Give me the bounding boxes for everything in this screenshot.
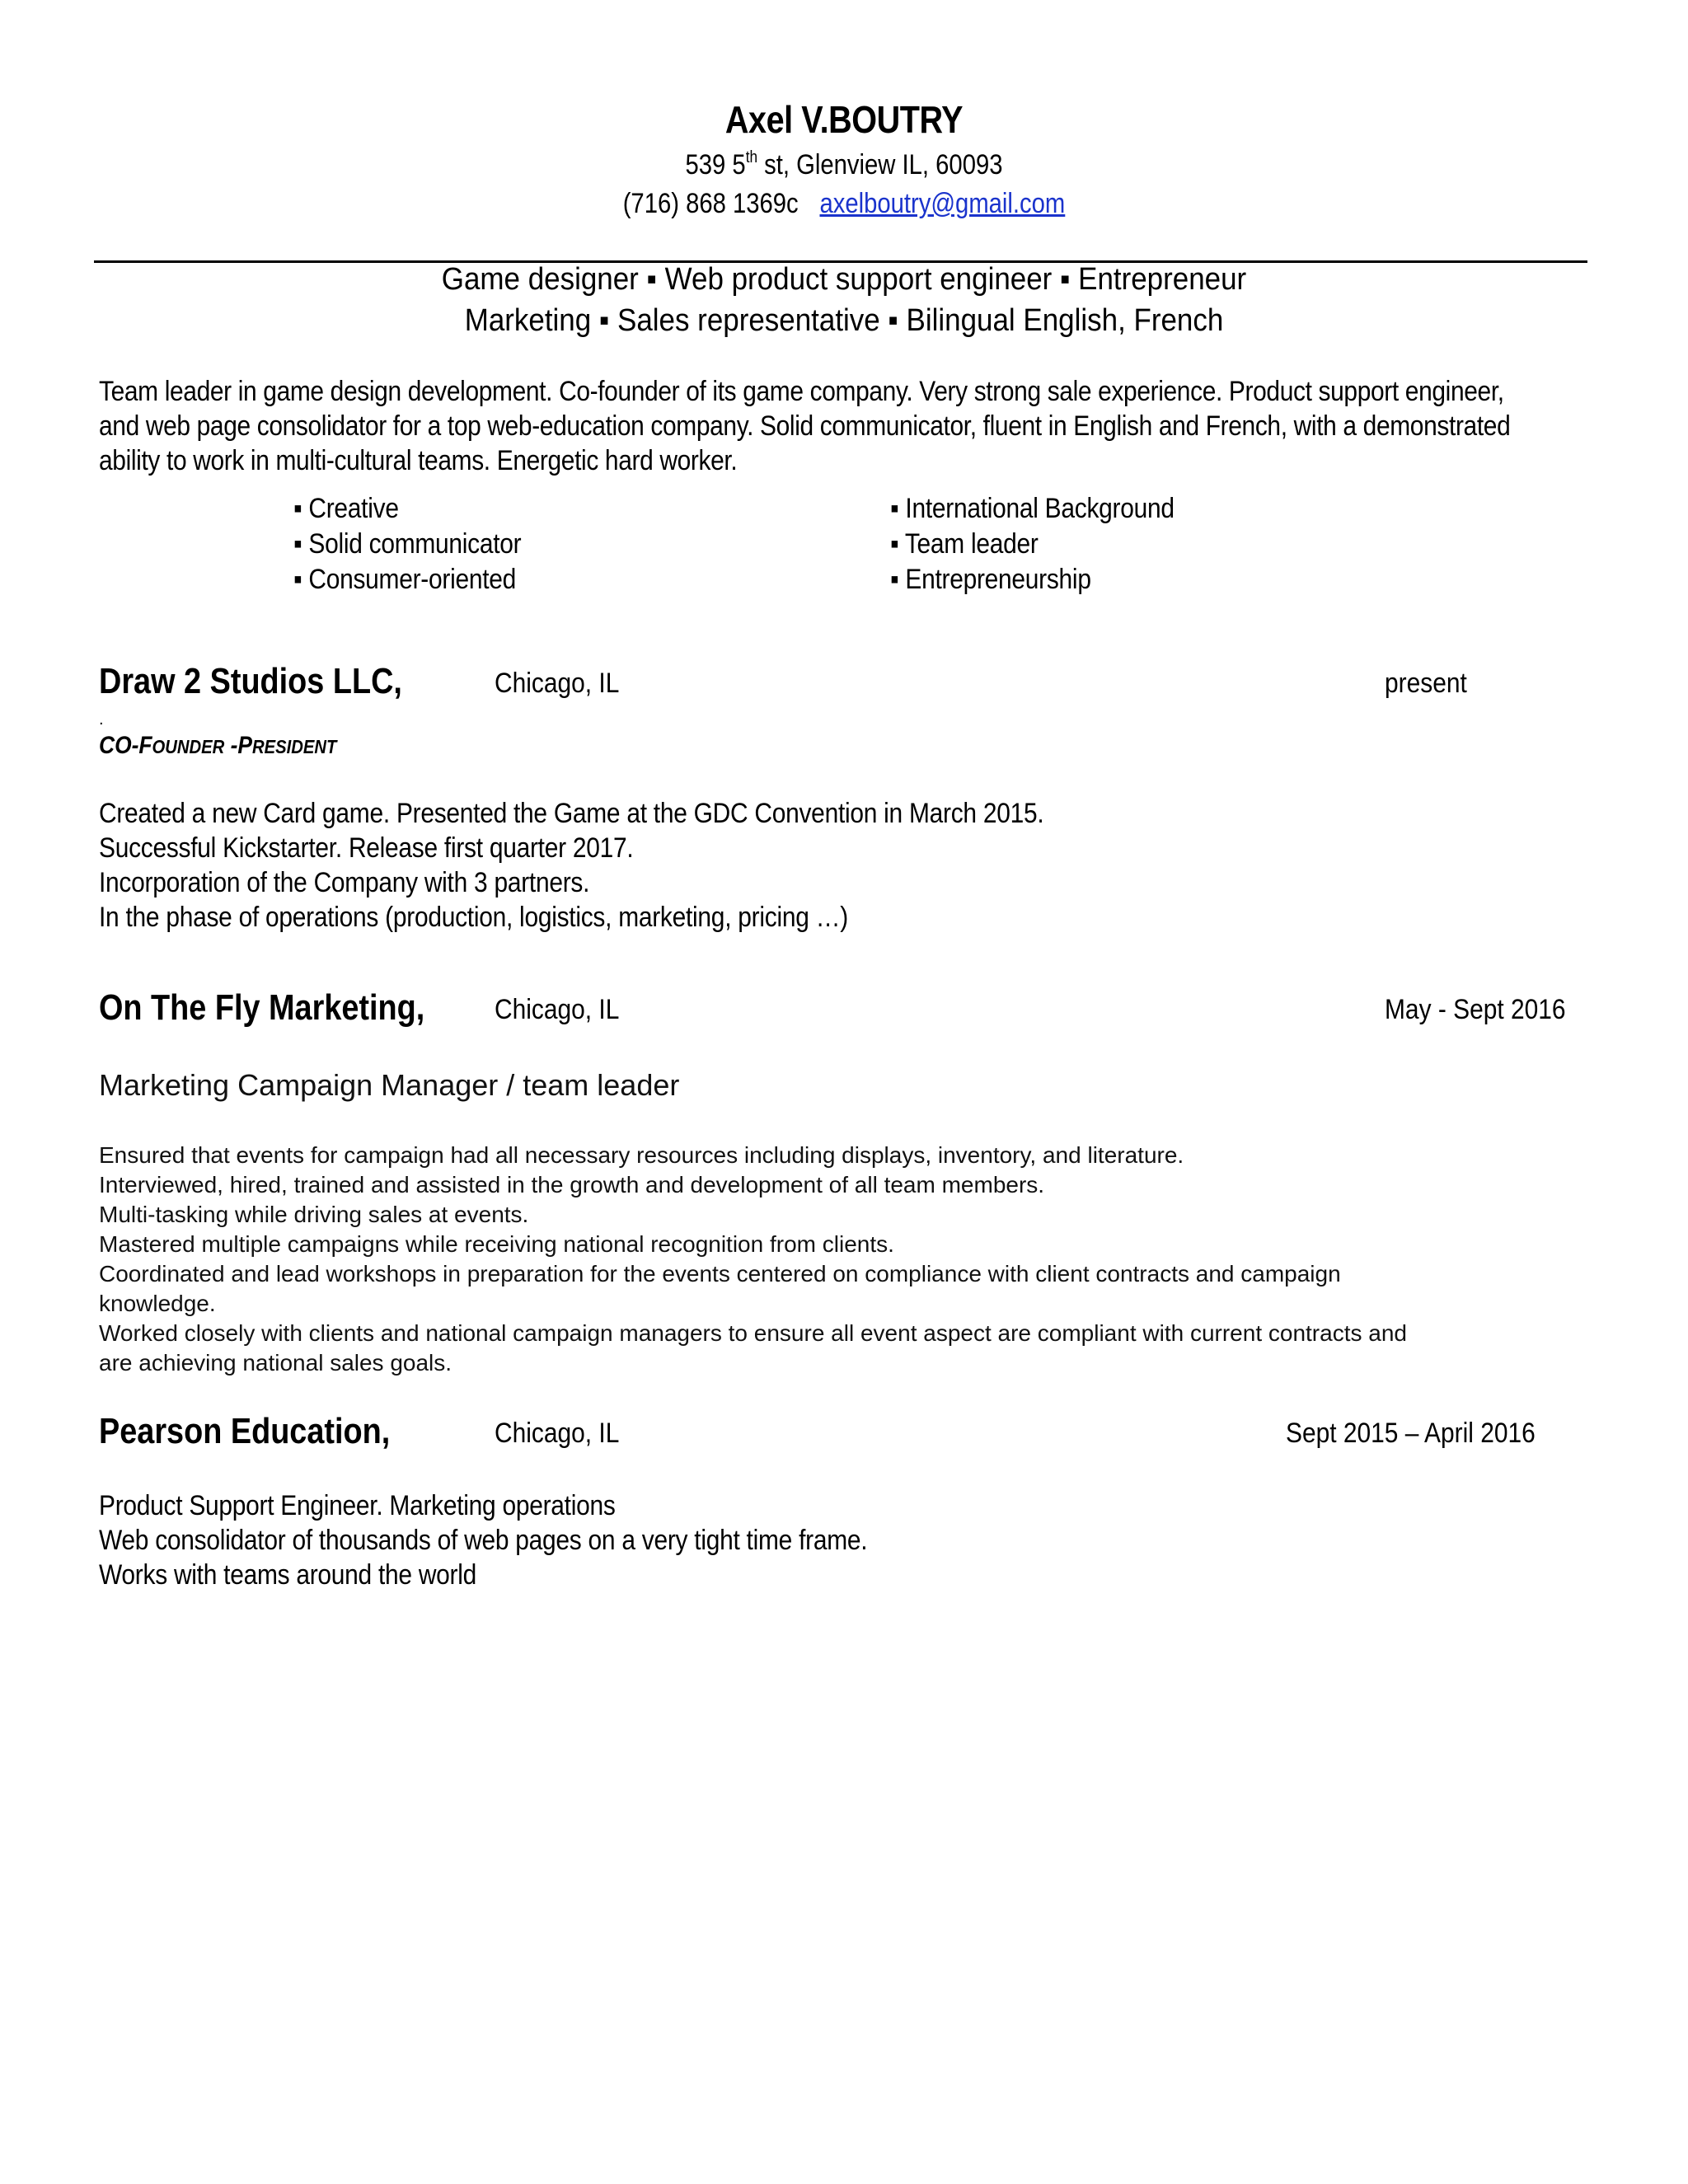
address-ordinal-suffix: th — [745, 148, 758, 166]
company-name: Draw 2 Studios LLC, — [99, 661, 402, 701]
skill-item: ▪ Team leader — [890, 528, 1039, 560]
description-line: Successful Kickstarter. Release first quarter 2017. — [99, 832, 634, 864]
job-title — [99, 732, 336, 760]
summary-paragraph — [99, 374, 1593, 478]
description-line: Mastered multiple campaigns while receiving national recognition from clients. — [99, 1231, 894, 1257]
skill-item: ▪ International Background — [890, 493, 1175, 524]
employment-dates: present — [1385, 668, 1467, 699]
employment-dates: Sept 2015 – April 2016 — [1286, 1418, 1536, 1449]
description-line: Interviewed, hired, trained and assisted in the growth and development of all team members. — [99, 1172, 1045, 1197]
description-line: Ensured that events for campaign had all necessary resources including displays, inventory, and literature. — [99, 1142, 1184, 1168]
stray-marker: . — [99, 710, 104, 729]
summary-line: ability to work in multi-cultural teams. Energetic hard worker. — [99, 445, 738, 476]
phone-number: (716) 868 1369c — [622, 188, 799, 219]
description-line: Multi-tasking while driving sales at events. — [99, 1202, 529, 1227]
description-line: In the phase of operations (production, logistics, marketing, pricing …) — [99, 902, 848, 933]
description-line: Product Support Engineer. Marketing operations — [99, 1490, 616, 1521]
employment-dates: May - Sept 2016 — [1385, 994, 1566, 1025]
job-title-part: OUNDER — [152, 736, 225, 757]
summary-line: Team leader in game design development. Co-founder of its game company. Very strong sale experience. Product support engineer, — [99, 376, 1504, 407]
company-location: Chicago, IL — [495, 668, 620, 699]
job-title-part: CO-F — [99, 732, 152, 759]
company-name: Pearson Education, — [99, 1411, 391, 1451]
tagline-line-1: Game designer ▪ Web product support engineer ▪ Entrepreneur — [441, 262, 1247, 297]
address-line — [118, 148, 1569, 181]
job-title: Marketing Campaign Manager / team leader — [99, 1068, 680, 1102]
description-line: are achieving national sales goals. — [99, 1350, 452, 1376]
skill-item: ▪ Creative — [293, 493, 399, 524]
skill-item: ▪ Solid communicator — [293, 528, 522, 560]
description-line: Created a new Card game. Presented the Game at the GDC Convention in March 2015. — [99, 798, 1044, 829]
job-description — [99, 1141, 1607, 1378]
description-line: Incorporation of the Company with 3 partners. — [99, 867, 590, 898]
company-location: Chicago, IL — [495, 1418, 620, 1449]
description-line: knowledge. — [99, 1291, 216, 1316]
skills-list-right — [890, 491, 1398, 598]
address-rest: st, Glenview IL, 60093 — [757, 149, 1003, 180]
job-description — [99, 796, 1043, 935]
address-number: 539 5 — [685, 149, 746, 180]
job-title-part: RESIDENT — [251, 736, 337, 757]
job-description — [99, 1488, 867, 1592]
description-line: Works with teams around the world — [99, 1559, 477, 1591]
description-line: Web consolidator of thousands of web pages on a very tight time frame. — [99, 1525, 868, 1556]
summary-line: and web page consolidator for a top web-education company. Solid communicator, fluent in English and French, with a demonstrated — [99, 410, 1511, 442]
email-link[interactable]: axelboutry@gmail.com — [819, 188, 1066, 219]
job-title-part: -P — [224, 732, 252, 759]
skills-list-left — [293, 491, 801, 598]
description-line: Worked closely with clients and national campaign managers to ensure all event aspect are compliant with current contracts and — [99, 1320, 1407, 1346]
company-name: On The Fly Marketing, — [99, 987, 425, 1028]
skill-item: ▪ Consumer-oriented — [293, 564, 517, 595]
company-location: Chicago, IL — [495, 994, 620, 1025]
skill-item: ▪ Entrepreneurship — [890, 564, 1091, 595]
candidate-name: Axel V.BOUTRY — [724, 98, 964, 141]
contact-line — [118, 188, 1569, 220]
description-line: Coordinated and lead workshops in preparation for the events centered on compliance with client contracts and campaign — [99, 1261, 1341, 1286]
tagline-line-2: Marketing ▪ Sales representative ▪ Bilingual English, French — [464, 303, 1224, 338]
